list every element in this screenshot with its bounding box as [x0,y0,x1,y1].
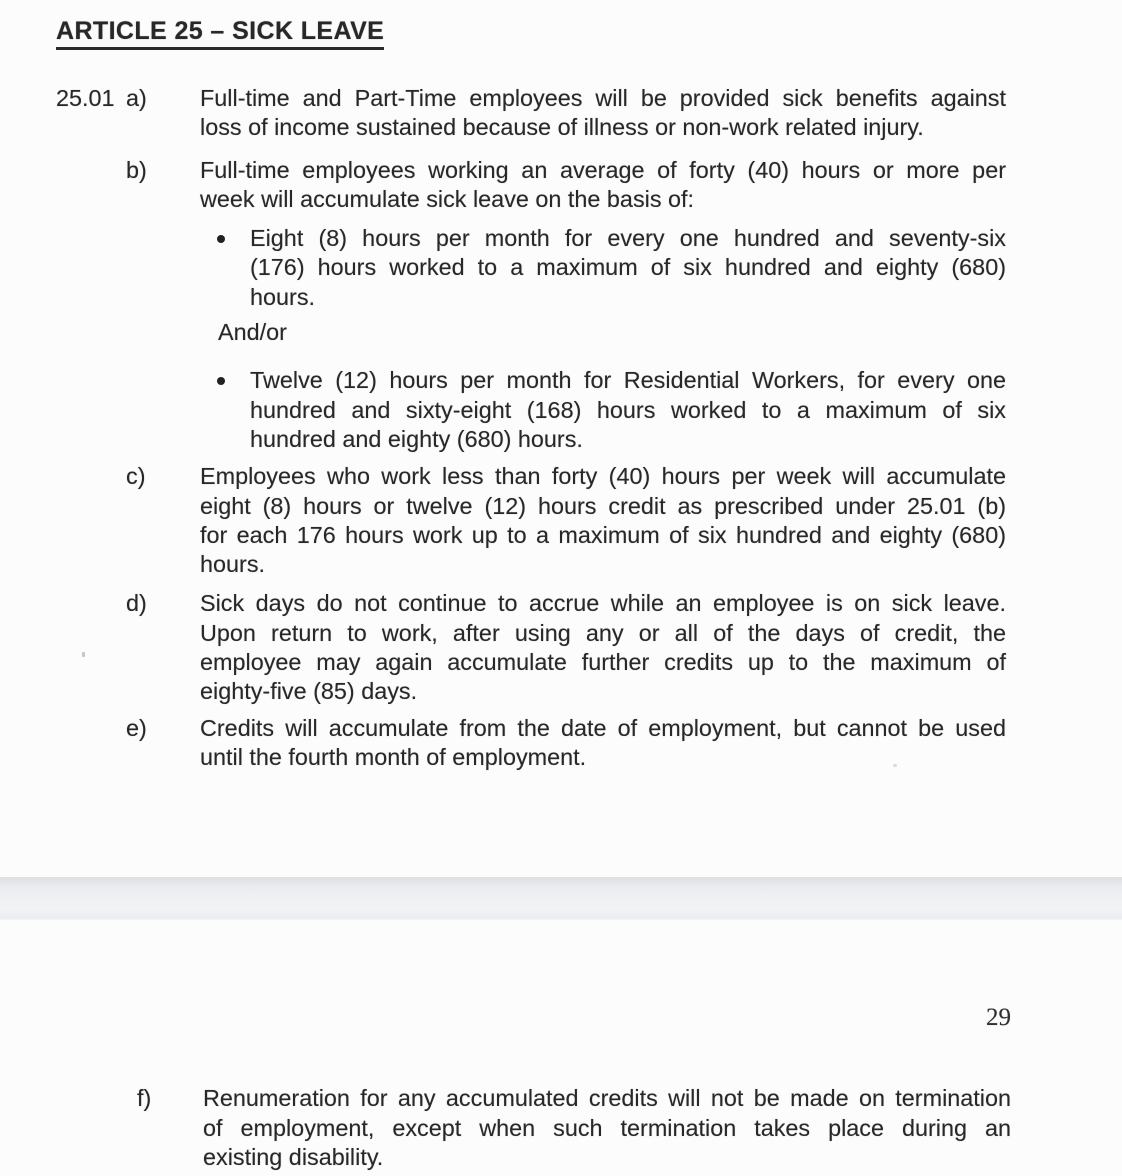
clause-letter: a) [126,85,147,111]
clause-25-01-a [0,84,1122,143]
text-line: Sick days do not continue to accrue while an employee is on sick leave. [200,590,1006,617]
text-line: hours. [250,283,316,310]
clause-text [200,84,1006,143]
clause-letter: f) [137,1085,152,1112]
clause-e [0,714,1122,773]
clause-d [0,589,1122,706]
article-title: ARTICLE 25 – SICK LEAVE [56,17,384,50]
text-line: Upon return to work, after using any or all of the days of credit, the [200,619,1006,646]
text-line: Employees who work less than forty (40) hours per week will accumulate [200,463,1006,490]
text-line: hours. [200,551,266,578]
text-line: Renumeration for any accumulated credits will not be made on termination [203,1085,1011,1112]
bullet-icon [217,377,225,385]
text-line: employee may again accumulate further credits up to the maximum of [200,649,1006,676]
text-line: Full-time employees working an average of forty (40) hours or more per [200,156,1006,183]
page-number: 29 [986,1004,1011,1031]
clause-letter: c) [126,463,146,490]
clause-text [200,462,1006,579]
scan-speck [82,652,85,657]
page-separator-band [0,877,1122,920]
text-line: hundred and sixty-eight (168) hours worked to a maximum of six [250,396,1006,423]
bullet-icon [217,235,225,243]
clause-number: 25.01 [56,85,115,111]
clause-letter: b) [126,156,147,183]
text-line: loss of income sustained because of illness or non-work related injury. [200,114,924,141]
text-line: (176) hours worked to a maximum of six hundred and eighty (680) [250,254,1006,281]
clause-text [200,156,1006,215]
clause-letter: d) [126,590,147,617]
clause-text [200,714,1006,773]
clause-f [0,1084,1122,1172]
bullet-text [250,224,1006,312]
text-line: of employment, except when such termination takes place during an [203,1114,1011,1141]
text-line: Eight (8) hours per month for every one hundred and seventy-six [250,225,1006,252]
text-line: until the fourth month of employment. [200,743,587,770]
article-heading [56,16,1122,46]
text-line: Credits will accumulate from the date of employment, but cannot be used [200,714,1006,741]
text-line: Twelve (12) hours per month for Residential Workers, for every one [250,367,1006,394]
text-line: eight (8) hours or twelve (12) hours credit as prescribed under 25.01 (b) [200,492,1006,519]
bullet-text [250,366,1006,454]
text-line: Full-time and Part-Time employees will be provided sick benefits against [200,85,1006,111]
text-line: hundred and eighty (680) hours. [250,425,583,452]
clause-text [200,589,1006,706]
and-or-connector: And/or [218,319,287,346]
clause-text [203,1084,1011,1172]
bullet-twelve-hours [0,366,1122,454]
text-line: for each 176 hours work up to a maximum of six hundred and eighty (680) [200,521,1006,548]
clause-b [0,156,1122,215]
scan-speck [893,764,897,767]
text-line: week will accumulate sick leave on the basis of: [200,185,695,212]
text-line: eighty-five (85) days. [200,678,418,705]
clause-letter: e) [126,714,147,741]
clause-c [0,462,1122,579]
bullet-eight-hours [0,224,1122,312]
text-line: existing disability. [203,1143,384,1170]
